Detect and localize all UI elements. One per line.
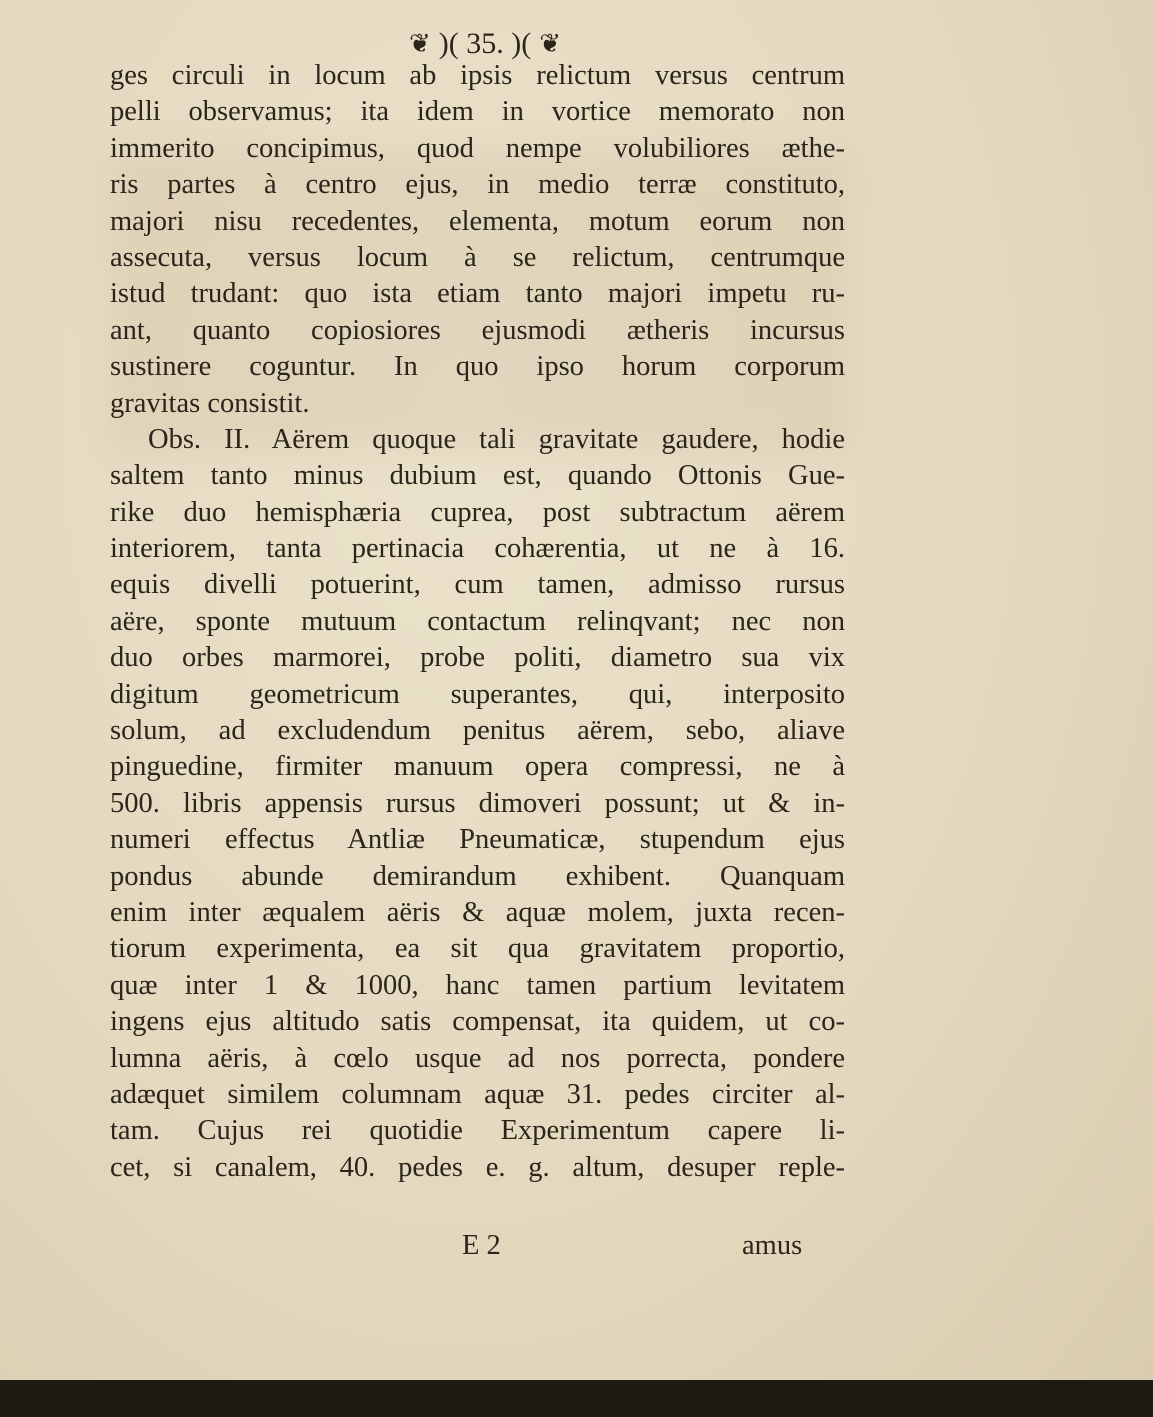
text-line: lumna aëris, à cœlo usque ad nos porrecta, pondere bbox=[110, 1042, 845, 1074]
page-footer bbox=[0, 1230, 1153, 1270]
text-line: duo orbes marmorei, probe politi, diametro sua vix bbox=[110, 642, 845, 674]
text-line: pinguedine, firmiter manuum opera compressi, ne à bbox=[110, 751, 845, 783]
page-number: )( 35. )( bbox=[438, 27, 532, 60]
text-line: pondus abunde demirandum exhibent. Quanquam bbox=[110, 860, 845, 892]
text-line: 500. libris appensis rursus dimoveri possunt; ut & in- bbox=[110, 787, 845, 819]
text-line: numeri effectus Antliæ Pneumaticæ, stupendum ejus bbox=[110, 824, 845, 856]
text-line: ges circuli in locum ab ipsis relictum versus centrum bbox=[110, 60, 845, 91]
text-line: assecuta, versus locum à se relictum, centrumque bbox=[110, 241, 845, 273]
catchword: amus bbox=[742, 1230, 803, 1261]
ornament-left-icon: ❦ bbox=[408, 29, 431, 59]
signature-mark: E 2 bbox=[462, 1230, 501, 1261]
text-line: majori nisu recedentes, elementa, motum eorum non bbox=[110, 205, 845, 237]
text-line: rike duo hemisphæria cuprea, post subtractum aërem bbox=[110, 496, 845, 528]
body-text bbox=[100, 58, 860, 1186]
scan-edge bbox=[0, 1380, 1153, 1417]
text-line: pelli observamus; ita idem in vortice memorato non bbox=[110, 96, 845, 128]
text-line: digitum geometricum superantes, qui, interposito bbox=[110, 678, 845, 710]
text-line: tam. Cujus rei quotidie Experimentum capere li- bbox=[110, 1115, 845, 1147]
text-line: tiorum experimenta, ea sit qua gravitatem proportio, bbox=[110, 933, 845, 965]
text-line: ris partes à centro ejus, in medio terræ constituto, bbox=[110, 169, 845, 201]
text-line: cet, si canalem, 40. pedes e. g. altum, desuper reple- bbox=[110, 1151, 845, 1183]
text-line: solum, ad excludendum penitus aërem, sebo, aliave bbox=[110, 715, 845, 747]
paragraph-start-line: Obs. II. Aërem quoque tali gravitate gaudere, hodie bbox=[148, 423, 845, 455]
text-line: equis divelli potuerint, cum tamen, admisso rursus bbox=[110, 569, 845, 601]
text-line: istud trudant: quo ista etiam tanto majori impetu ru- bbox=[110, 278, 845, 310]
text-line: quæ inter 1 & 1000, hanc tamen partium levitatem bbox=[110, 969, 845, 1001]
text-line: interiorem, tanta pertinacia cohærentia, ut ne à 16. bbox=[110, 533, 845, 565]
text-line: ant, quanto copiosiores ejusmodi ætheris incursus bbox=[110, 314, 845, 346]
text-line: saltem tanto minus dubium est, quando Ottonis Gue- bbox=[110, 460, 845, 492]
text-line: immerito concipimus, quod nempe volubiliores æthe- bbox=[110, 132, 845, 164]
text-line: enim inter æqualem aëris & aquæ molem, juxta recen- bbox=[110, 896, 845, 928]
text-line: sustinere coguntur. In quo ipso horum corporum bbox=[110, 351, 845, 383]
text-line: adæquet similem columnam aquæ 31. pedes circiter al- bbox=[110, 1078, 845, 1110]
text-line: aëre, sponte mutuum contactum relinqvant; nec non bbox=[110, 605, 845, 637]
ornament-right-icon: ❦ bbox=[539, 29, 562, 59]
text-line: gravitas consistit. bbox=[110, 387, 310, 419]
text-line: ingens ejus altitudo satis compensat, ita quidem, ut co- bbox=[110, 1006, 845, 1038]
